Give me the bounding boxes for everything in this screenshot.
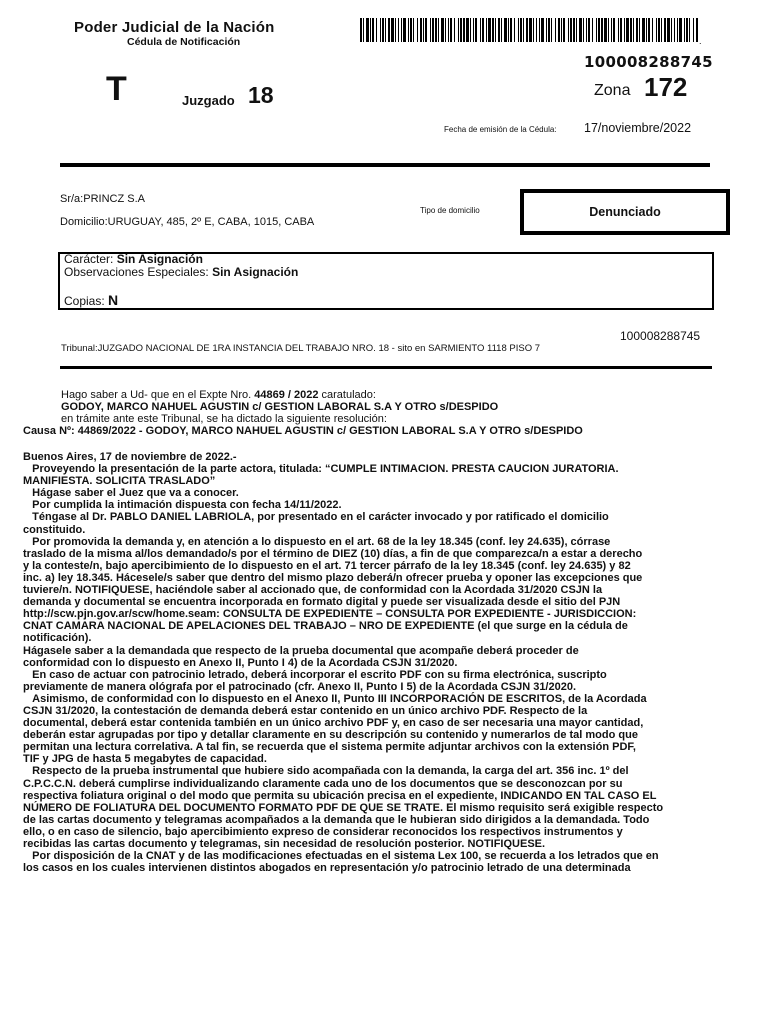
caracter-value: Sin Asignación bbox=[116, 252, 203, 266]
barcode-bar bbox=[563, 18, 565, 42]
barcode-bar bbox=[596, 18, 597, 42]
barcode-bar bbox=[445, 18, 446, 42]
barcode-bar bbox=[664, 18, 666, 42]
barcode-bar bbox=[498, 18, 500, 42]
copias-value: N bbox=[108, 292, 119, 308]
resolution-line: Por promovida la demanda y, en atención a lo dispuesto en el art. 68 de la ley 18.345 (conf. ley 24.635), córrase bbox=[23, 535, 611, 548]
resolution-line: documental, deberá estar contenida también en un único archivo PDF y, en caso de ser necesaria una mayor cantidad, bbox=[23, 717, 644, 730]
barcode-bar bbox=[366, 18, 369, 42]
barcode-bar bbox=[656, 18, 657, 42]
resolution-line: http://scw.pjn.gov.ar/scw/home.seam: CONSULTA DE EXPEDIENTE – CONSULTA POR EXPEDIENTE - JURISDICCION: bbox=[23, 608, 637, 621]
barcode-bar bbox=[448, 18, 449, 42]
resolution-line: inc. a) ley 18.345. Hácesele/s saber que dentro del mismo plazo deberá/n ofrecer prueba y oponer las excepciones que bbox=[23, 571, 643, 584]
barcode-bar bbox=[480, 18, 481, 42]
hago-saber-line bbox=[61, 389, 376, 401]
barcode-bar bbox=[671, 18, 672, 42]
barcode-bar bbox=[438, 18, 439, 42]
barcode-bar bbox=[526, 18, 528, 42]
fecha-emision-label: Fecha de emisión de la Cédula: bbox=[444, 125, 557, 134]
barcode-bar bbox=[541, 18, 544, 42]
zona-label: Zona bbox=[594, 82, 631, 99]
resolution-line: En caso de actuar con patrocinio letrado, deberá incorporar el escrito PDF con su firma electrónica, suscripto bbox=[23, 668, 607, 681]
barcode-bar bbox=[677, 18, 678, 42]
barcode-bar bbox=[618, 18, 619, 42]
resolution-line: Proveyendo la presentación de la parte actora, titulada: “CUMPLE INTIMACION. PRESTA CAUCION JURATORIA. bbox=[23, 463, 619, 476]
tipo-domicilio-label: Tipo de domicilio bbox=[420, 206, 480, 215]
barcode-bar bbox=[470, 18, 471, 42]
barcode-bar bbox=[385, 18, 386, 42]
resolution-line: Hágase saber el Juez que va a conocer. bbox=[23, 487, 239, 500]
barcode-bar bbox=[408, 18, 409, 42]
barcode-bar bbox=[661, 18, 662, 42]
barcode-bar bbox=[504, 18, 507, 42]
resolution-line: demanda y documental se encuentra incorporada en formato digital y puede ser visualizada desde el sitio del PJN bbox=[23, 596, 621, 609]
resolution-line: ello, o en caso de silencio, bajo apercibimiento expreso de considerar reconocidos los respectivos instrumentos y bbox=[23, 825, 623, 838]
resolution-line: previamente de manera ológrafa por el patrocinado (cfr. Anexo II, Punto I 5) de la Acordada CSJN 31/2020. bbox=[23, 680, 577, 693]
caracter-label: Carácter: bbox=[64, 252, 114, 266]
resolution-line: Asimismo, de conformidad con lo dispuesto en el Anexo II, Punto III INCORPORACIÓN DE ESCRITOS, de la Acordada bbox=[23, 692, 647, 705]
resolution-line: Por cumplida la intimación dispuesta con fecha 14/11/2022. bbox=[23, 499, 342, 512]
barcode-bar bbox=[611, 18, 612, 42]
barcode-bar bbox=[598, 18, 600, 42]
barcode-bar bbox=[561, 18, 562, 42]
barcode-bar bbox=[488, 18, 491, 42]
resolution-line: Hágasele saber a la demandada que respecto de la prueba documental que acompañe deberá proceder de bbox=[23, 644, 579, 657]
barcode-bar bbox=[518, 18, 519, 42]
resolution-line: Buenos Aires, 17 de noviembre de 2022.- bbox=[23, 451, 237, 463]
barcode-bar bbox=[382, 18, 384, 42]
barcode-bar bbox=[679, 18, 682, 42]
barcode-bar bbox=[613, 18, 615, 42]
expediente-number: 44869 / 2022 bbox=[254, 389, 319, 401]
barcode-bar bbox=[539, 18, 540, 42]
barcode-bar bbox=[398, 18, 399, 42]
barcode-bar bbox=[604, 18, 607, 42]
barcode-bar bbox=[558, 18, 560, 42]
barcode-bar bbox=[576, 18, 577, 42]
barcode-bar bbox=[466, 18, 469, 42]
barcode-bar bbox=[501, 18, 502, 42]
copias-line bbox=[64, 292, 118, 308]
barcode-bar bbox=[391, 18, 394, 42]
barcode-bar bbox=[620, 18, 622, 42]
notification-letter: T bbox=[106, 70, 127, 108]
resolution-line: conformidad con lo dispuesto en Anexo II, Punto I 4) de la Acordada CSJN 31/2020. bbox=[23, 656, 458, 669]
resolution-line: tuviere/n. NOTIFIQUESE, haciéndole saber al accionado que, de conformidad con la Acordada 31/2020 CSJN la bbox=[23, 584, 603, 597]
resolution-line: Téngase al Dr. PABLO DANIEL LABRIOLA, por presentado en el carácter invocado y por ratificado el domicilio bbox=[23, 511, 609, 524]
barcode-bar bbox=[425, 18, 427, 42]
barcode-bar bbox=[573, 18, 575, 42]
barcode-bar bbox=[380, 18, 381, 42]
barcode-bar bbox=[450, 18, 452, 42]
barcode-bar bbox=[486, 18, 487, 42]
barcode-bar bbox=[482, 18, 484, 42]
barcode-bar bbox=[533, 18, 534, 42]
resolution-line: Por disposición de la CNAT y de las modificaciones efectuadas en el sistema Lex 100, se recuerda a los letrados que en bbox=[23, 850, 659, 863]
barcode-bar bbox=[360, 18, 362, 42]
cedula-number: 100008288745 bbox=[584, 53, 713, 71]
hago-suffix: caratulado: bbox=[321, 389, 376, 401]
causa-line: Causa Nº: 44869/2022 - GODOY, MARCO NAHUEL AGUSTIN c/ GESTION LABORAL S.A Y OTRO s/DESPIDO bbox=[23, 425, 583, 437]
barcode-bar bbox=[588, 18, 590, 42]
barcode-bar bbox=[639, 18, 640, 42]
resolution-line: permitan una lectura correlativa. A tal fin, se recuerda que el sistema permite adjuntar archivos con la extensión PDF, bbox=[23, 741, 636, 754]
resolution-line: Respecto de la prueba instrumental que hubiere sido acompañada con la demanda, la carga del art. 356 inc. 1º del bbox=[23, 765, 629, 778]
barcode-bar bbox=[652, 18, 653, 42]
barcode-bar bbox=[642, 18, 645, 42]
barcode-bar bbox=[689, 18, 690, 42]
fecha-emision-value: 17/noviembre/2022 bbox=[584, 121, 692, 135]
resolution-line: y la conteste/n, bajo apercibimiento de lo dispuesto en el art. 71 tercer párrafo de la ley 18.345 (conf. ley 24.635) y 82 bbox=[23, 559, 631, 572]
barcode-bar bbox=[646, 18, 647, 42]
tribunal-line: Tribunal:JUZGADO NACIONAL DE 1RA INSTANCIA DEL TRABAJO NRO. 18 - sito en SARMIENTO 1118 PISO 7 bbox=[61, 343, 541, 354]
barcode-bar bbox=[633, 18, 634, 42]
barcode-graphic bbox=[360, 18, 698, 42]
barcode-bar bbox=[492, 18, 494, 42]
barcode-bar bbox=[495, 18, 496, 42]
copias-label: Copias: bbox=[64, 294, 105, 308]
barcode-bar bbox=[463, 18, 465, 42]
barcode-bar bbox=[568, 18, 569, 42]
barcode-bar bbox=[403, 18, 406, 42]
resolution-line: CNAT CAMARA NACIONAL DE APELACIONES DEL TRABAJO – NRO DE EXPEDIENTE (el que surge en la cédula de bbox=[23, 620, 628, 633]
cedula-number-secondary: 100008288745 bbox=[620, 329, 701, 343]
barcode-bar bbox=[523, 18, 524, 42]
resolution-line: MANIFIESTA. SOLICITA TRASLADO” bbox=[23, 475, 216, 488]
org-title: Poder Judicial de la Nación bbox=[74, 19, 275, 36]
resolution-line: NÚMERO DE FOLIATURA DEL DOCUMENTO FORMATO PDF DE QUE SE TRATE. El mismo requisito será exigible respecto bbox=[23, 801, 664, 814]
barcode-bar bbox=[430, 18, 431, 42]
barcode-bar bbox=[579, 18, 582, 42]
barcode-bar bbox=[417, 18, 418, 42]
barcode-bar bbox=[388, 18, 390, 42]
barcode-bar bbox=[520, 18, 522, 42]
resolution-line: traslado de la misma al/los demandado/s por el término de DIEZ (10) días, a fin de que comparezca/n a estar a derecho bbox=[23, 547, 643, 560]
barcode-bar bbox=[423, 18, 424, 42]
tipo-domicilio-value: Denunciado bbox=[520, 189, 730, 235]
resolution-text bbox=[23, 451, 723, 874]
barcode-bar bbox=[420, 18, 422, 42]
resolution-line: C.P.C.C.N. deberá cumplirse individualizando claramente cada uno de los documentos que se desconozcan por su bbox=[23, 777, 623, 790]
observaciones-label: Observaciones Especiales: bbox=[64, 265, 209, 279]
barcode-bar bbox=[658, 18, 660, 42]
barcode-bar bbox=[458, 18, 459, 42]
barcode-bar bbox=[435, 18, 437, 42]
barcode-bar bbox=[376, 18, 377, 42]
barcode-bar bbox=[693, 18, 694, 42]
resolution-line: de las cartas documento y telegramas acompañados a la demanda que le hubieran sido dirigidos a la demandada. Todo bbox=[23, 813, 650, 826]
resolution-line: constituido. bbox=[23, 523, 86, 536]
resolution-line: recibidas las cartas documento y telegramas, sin necesidad de resolución posterior. NOTIFIQUESE. bbox=[23, 838, 546, 850]
barcode-bar bbox=[363, 18, 364, 42]
barcode-bar bbox=[372, 18, 374, 42]
barcode-bar bbox=[510, 18, 512, 42]
resolution-line: notificación). bbox=[23, 632, 92, 645]
recipient-address: Domicilio:URUGUAY, 485, 2º E, CABA, 1015, CABA bbox=[60, 216, 315, 228]
barcode-bar bbox=[441, 18, 444, 42]
barcode-bar bbox=[548, 18, 550, 42]
barcode-bar bbox=[686, 18, 688, 42]
juzgado-label: Juzgado bbox=[182, 93, 235, 108]
barcode-bar bbox=[608, 18, 609, 42]
barcode-bar bbox=[630, 18, 632, 42]
resolution-line: los casos en los cuales intervienen distintos abogados en representación y/o patrocinio letrado de una determinada bbox=[23, 862, 631, 875]
resolution-line: deberán estar agrupadas por tipo y detallar claramente en su descripción su contenido y numerarlos de tal modo que bbox=[23, 729, 638, 742]
barcode-bar bbox=[570, 18, 572, 42]
tribunal-divider bbox=[60, 366, 712, 369]
recipient-name: Sr/a:PRINCZ S.A bbox=[60, 193, 145, 205]
barcode-bar bbox=[624, 18, 625, 42]
case-parties: GODOY, MARCO NAHUEL AGUSTIN c/ GESTION LABORAL S.A Y OTRO s/DESPIDO bbox=[61, 401, 499, 413]
resolution-line: CSJN 31/2020, la contestación de demanda deberá estar contenido en un único archivo PDF. Respecto de la bbox=[23, 704, 588, 717]
org-subtitle: Cédula de Notificación bbox=[127, 36, 241, 48]
barcode-bar bbox=[648, 18, 650, 42]
barcode-bar bbox=[454, 18, 455, 42]
barcode-bar bbox=[551, 18, 552, 42]
resolution-line: respectiva foliatura original o del modo que permita su ubicación precisa en el expediente, INDICANDO EN TAL CASO EL bbox=[23, 789, 657, 802]
header-divider bbox=[60, 163, 710, 167]
resolution-line: TIF y JPG de hasta 5 megabytes de capacidad. bbox=[23, 753, 267, 766]
observaciones-line bbox=[64, 265, 298, 279]
barcode-bar bbox=[460, 18, 462, 42]
barcode-bar bbox=[508, 18, 509, 42]
barcode-bar bbox=[555, 18, 556, 42]
barcode-bar bbox=[684, 18, 685, 42]
barcode-dot: . bbox=[699, 36, 702, 46]
juzgado-number: 18 bbox=[248, 82, 274, 108]
tramite-line: en trámite ante este Tribunal, se ha dictado la siguiente resolución: bbox=[61, 413, 387, 425]
barcode-bar bbox=[514, 18, 515, 42]
barcode-bar bbox=[475, 18, 477, 42]
barcode-bar bbox=[636, 18, 638, 42]
barcode-bar bbox=[626, 18, 629, 42]
barcode-bar bbox=[546, 18, 547, 42]
caracter-line bbox=[64, 252, 203, 266]
hago-prefix: Hago saber a Ud- que en el Expte Nro. bbox=[61, 389, 252, 401]
barcode-bar bbox=[413, 18, 414, 42]
barcode-bar bbox=[370, 18, 371, 42]
barcode-bar bbox=[536, 18, 537, 42]
barcode-bar bbox=[696, 18, 698, 42]
zona-number: 172 bbox=[644, 72, 688, 102]
barcode-bar bbox=[586, 18, 587, 42]
barcode-bar bbox=[674, 18, 675, 42]
barcode-bar bbox=[601, 18, 603, 42]
observaciones-value: Sin Asignación bbox=[212, 265, 299, 279]
barcode-bar bbox=[592, 18, 593, 42]
barcode-bar bbox=[473, 18, 474, 42]
barcode-bar bbox=[432, 18, 434, 42]
barcode-bar bbox=[667, 18, 670, 42]
barcode-bar bbox=[410, 18, 412, 42]
barcode-bar bbox=[395, 18, 396, 42]
barcode-bar bbox=[529, 18, 532, 42]
barcode-bar bbox=[583, 18, 584, 42]
barcode-bar bbox=[401, 18, 402, 42]
